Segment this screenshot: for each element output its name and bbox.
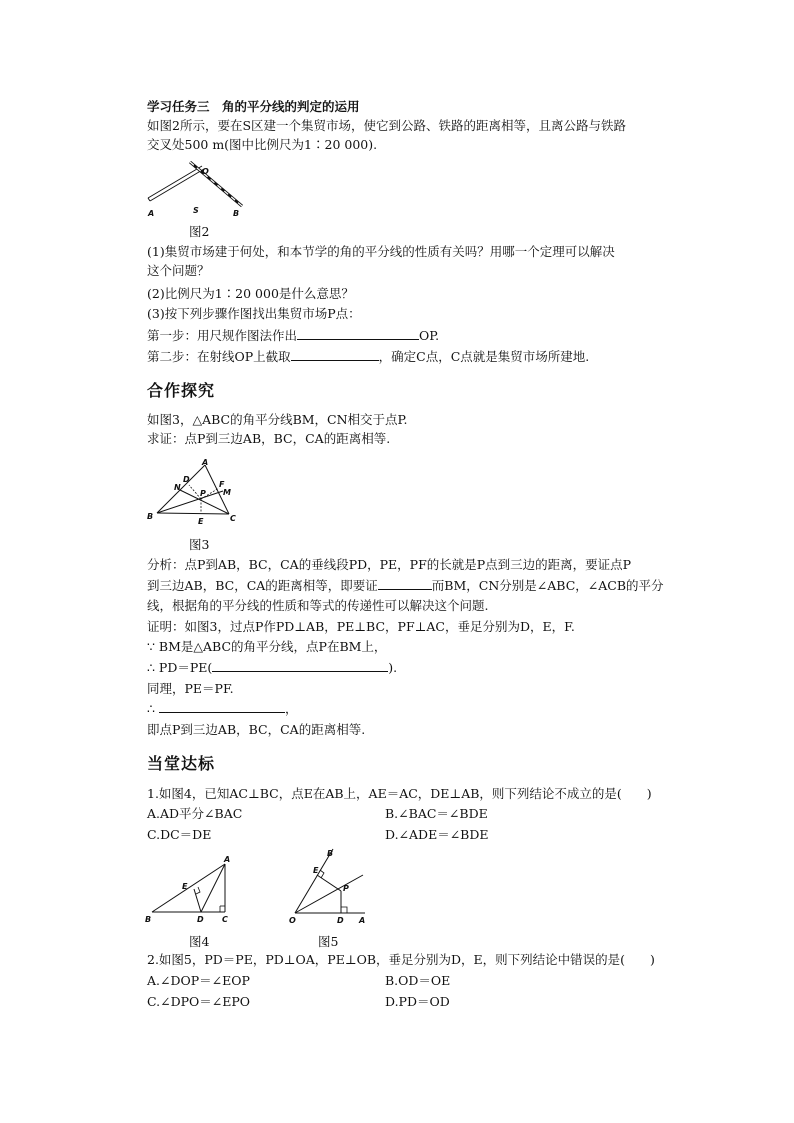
- task3-step2: [147, 348, 589, 366]
- task3-intro-line1: 如图2所示，要在S区建一个集贸市场，使它到公路、铁路的距离相等，且离公路与铁路: [147, 118, 627, 133]
- quiz-q1-option-d[interactable]: D.∠ADE＝∠BDE: [385, 827, 489, 842]
- proof5-suffix: ，: [284, 701, 298, 716]
- fig4-label-A: A: [224, 855, 231, 864]
- proof3-blank[interactable]: [212, 659, 388, 672]
- fig3-label-M: M: [223, 488, 231, 497]
- fig4-caption: 图4: [189, 934, 210, 949]
- task3-q2: (2)比例尺为1∶20 000是什么意思？: [147, 286, 354, 301]
- task3-step1: [147, 327, 439, 345]
- fig3-label-E: E: [198, 517, 204, 526]
- quiz-q2-option-c[interactable]: C.∠DPO＝∠EPO: [147, 994, 251, 1009]
- quiz-q1-option-c[interactable]: C.DC＝DE: [147, 827, 212, 842]
- fig5-label-P: P: [343, 884, 349, 893]
- quiz-q1: 1.如图4，已知AC⊥BC，点E在AB上，AE＝AC，DE⊥AB，则下列结论不成立的是( ): [147, 786, 652, 801]
- step1-suffix: OP.: [419, 328, 440, 343]
- task3-intro-line2: 交叉处500 m(图中比例尺为1∶20 000).: [147, 137, 378, 152]
- quiz-q2: 2.如图5，PD＝PE，PD⊥OA，PE⊥OB，垂足分别为D，E，则下列结论中错误的是( ): [147, 952, 655, 967]
- fig5-caption: 图5: [318, 934, 339, 949]
- proof3-prefix: ∴ PD＝PE(: [147, 660, 213, 675]
- fig4-label-D: D: [197, 915, 204, 924]
- coop-analysis-line3: 线，根据角的平分线的性质和等式的传递性可以解决这个问题.: [147, 598, 489, 613]
- step1-blank[interactable]: [297, 327, 419, 340]
- fig3-label-P: P: [200, 489, 206, 498]
- task3-title: 学习任务三 角的平分线的判定的运用: [147, 99, 360, 114]
- step2-prefix: 第二步：在射线OP上截取: [147, 349, 291, 364]
- analysis-blank[interactable]: [378, 577, 432, 590]
- fig2-label-A: A: [148, 209, 155, 218]
- step2-blank[interactable]: [291, 348, 379, 361]
- quiz-q2-option-d[interactable]: D.PD＝OD: [385, 994, 450, 1009]
- fig3-caption: 图3: [189, 537, 210, 552]
- coop-analysis-line2: [147, 577, 664, 595]
- coop-problem-line1: 如图3，△ABC的角平分线BM，CN相交于点P.: [147, 412, 408, 427]
- figure-4: [140, 852, 240, 927]
- coop-proof-line5: [147, 700, 297, 718]
- fig4-label-E: E: [182, 882, 188, 891]
- section-heading-coop: 合作探究: [147, 381, 216, 400]
- figure-2: [140, 158, 250, 220]
- coop-proof-line3: [147, 659, 397, 677]
- fig5-label-D: D: [337, 916, 344, 925]
- quiz-q1-option-a[interactable]: A.AD平分∠BAC: [147, 806, 243, 821]
- fig3-label-B: B: [147, 512, 154, 521]
- fig5-label-E: E: [313, 866, 319, 875]
- step1-prefix: 第一步：用尺规作图法作出: [147, 328, 298, 343]
- fig2-label-B: B: [233, 209, 240, 218]
- fig2-label-O: O: [202, 167, 209, 176]
- task3-q1-line1: (1)集贸市场建于何处，和本节学的角的平分线的性质有关吗？用哪一个定理可以解决: [147, 244, 615, 259]
- fig3-label-A: A: [202, 458, 209, 467]
- proof3-suffix: ).: [388, 660, 398, 675]
- fig3-label-C: C: [230, 514, 236, 523]
- coop-proof-line6: 即点P到三边AB，BC，CA的距离相等.: [147, 722, 366, 737]
- quiz-q2-option-a[interactable]: A.∠DOP＝∠EOP: [147, 973, 250, 988]
- fig3-label-F: F: [219, 480, 225, 489]
- fig5-label-B: B: [327, 849, 334, 858]
- fig3-label-N: N: [174, 483, 181, 492]
- task3-q1-line2: 这个问题？: [147, 263, 210, 278]
- proof5-blank[interactable]: [159, 700, 285, 713]
- coop-proof-line2: ∵ BM是△ABC的角平分线，点P在BM上，: [147, 639, 387, 654]
- fig4-label-C: C: [222, 915, 228, 924]
- fig3-label-D: D: [183, 475, 190, 484]
- figure-5: [285, 843, 375, 928]
- section-heading-quiz: 当堂达标: [147, 754, 216, 773]
- proof5-prefix: ∴: [147, 701, 159, 716]
- fig2-label-S: S: [193, 206, 199, 215]
- fig5-label-O: O: [289, 916, 296, 925]
- coop-problem-line2: 求证：点P到三边AB，BC，CA的距离相等.: [147, 431, 391, 446]
- task3-q3: (3)按下列步骤作图找出集贸市场P点：: [147, 306, 361, 321]
- analysis-prefix: 到三边AB，BC，CA的距离相等，即要证: [147, 578, 378, 593]
- figure-3: [143, 455, 243, 530]
- coop-proof-line4: 同理，PE＝PF.: [147, 681, 234, 696]
- fig2-caption: 图2: [189, 224, 210, 239]
- coop-analysis-line1: 分析：点P到AB，BC，CA的垂线段PD，PE，PF的长就是P点到三边的距离，要证点P: [147, 557, 632, 572]
- quiz-q1-option-b[interactable]: B.∠BAC＝∠BDE: [385, 806, 488, 821]
- fig4-label-B: B: [145, 915, 152, 924]
- coop-proof-line1: 证明：如图3，过点P作PD⊥AB，PE⊥BC，PF⊥AC，垂足分别为D，E，F.: [147, 619, 575, 634]
- step2-suffix: ，确定C点，C点就是集贸市场所建地.: [378, 349, 590, 364]
- analysis-suffix: 而BM，CN分别是∠ABC，∠ACB的平分: [431, 578, 664, 593]
- fig5-label-A: A: [359, 916, 366, 925]
- quiz-q2-option-b[interactable]: B.OD＝OE: [385, 973, 451, 988]
